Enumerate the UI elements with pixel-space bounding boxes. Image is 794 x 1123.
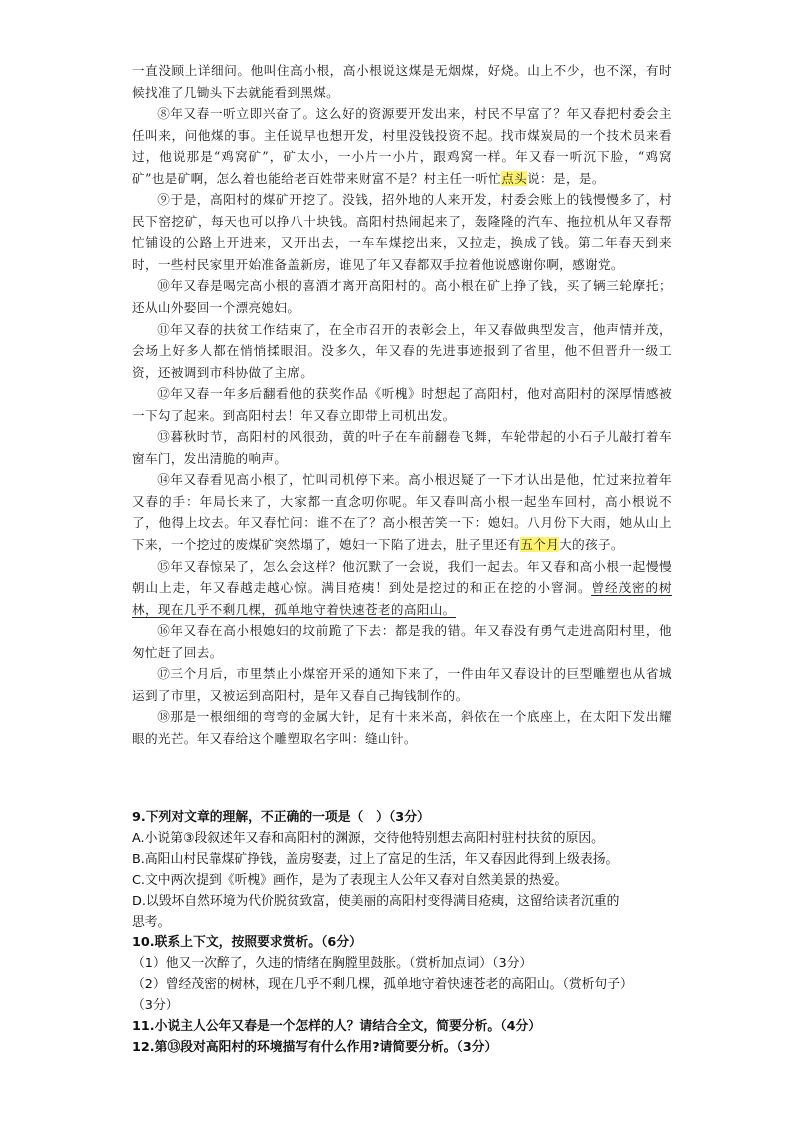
question-9-option-d-cont: 思考。 <box>132 914 171 930</box>
paragraph-9: ⑨于是，高阳村的煤矿开挖了。没钱，招外地的人来开发，村委会账上的钱慢慢多了，村民下窑挖矿，每天也可以挣八十块钱。高阳村热闹起来了，轰隆隆的汽车、拖拉机从年又春帮忙铺设的公路上开进来，又开出去，一车车煤挖出来，又拉走，换成了钱。第二年春天到来时，一些村民家里开始准备盖新房，谁见了年又春都双手拉着他说感谢你啊，感谢党。 <box>132 192 672 272</box>
p8-text: ⑧年又春一听立即兴奋了。这么好的资源要开发出来，村民不早富了？年又春把村委会主任叫来，问他煤的事。主任说早也想开发，村里没钱投资不起。找市煤炭局的一个技术员来看过，他说那是“鸡窝矿”，矿太小，一小片一小片，跟鸡窝一样。年又春一听沉下脸，“鸡窝矿”也是矿啊，怎么着也能给老百姓带来财富不是？村主任一听忙 <box>132 106 672 186</box>
paragraph-16: ⑯年又春在高小根媳妇的坟前跪了下去：都是我的错。年又春没有勇气走进高阳村里，他匆忙赶了回去。 <box>132 623 672 660</box>
highlighted-phrase: 五个月 <box>520 537 560 553</box>
paragraph-14 <box>132 469 672 555</box>
p15-text: ⑮年又春惊呆了，怎么会这样？他沉默了一会说，我们一起去。年又春和高小根一起慢慢朝山上走，年又春越走越心惊。满目疮痍！到处是挖过的和正在挖的小窨洞。 <box>132 558 672 596</box>
paragraph-15 <box>132 556 672 621</box>
story-body <box>132 60 672 750</box>
highlighted-phrase: 点头 <box>501 170 528 186</box>
p8-text-end: 说：是，是。 <box>527 170 605 186</box>
paragraph-13: ⑬暮秋时节，高阳村的风很劲，黄的叶子在车前翻卷飞舞，车轮带起的小石子儿敲打着车窗车门，发出清脆的响声。 <box>132 429 672 466</box>
question-9-title: 9.下列对文章的理解，不正确的一项是（ ）（3分） <box>132 810 430 825</box>
paragraph-12: ⑫年又春一年多后翻看他的获奖作品《听槐》时想起了高阳村，他对高阳村的深厚情感被一下勾了起来。到高阳村去！年又春立即带上司机出发。 <box>132 386 672 423</box>
underlined-sentence: 曾经茂密的树林，现在几乎不剩几棵，孤单地守着快速苍老的高阳山。 <box>132 580 672 617</box>
questions-section <box>132 808 677 1059</box>
question-9-option-c: C.文中两次提到《听槐》画作，是为了表现主人公年又春对自然美景的热爱。 <box>132 872 568 888</box>
question-9-option-a: A.小说第③段叙述年又春和高阳村的渊源，交待他特别想去高阳村驻村扶贫的原因。 <box>132 830 604 846</box>
p14-text-end: 大的孩子。 <box>559 537 624 553</box>
question-9-option-b: B.高阳山村民靠煤矿挣钱，盖房娶妻，过上了富足的生活，年又春因此得到上级表扬。 <box>132 851 619 867</box>
p14-text: ⑭年又春看见高小根了，忙叫司机停下来。高小根迟疑了一下才认出是他，忙过来拉着年又春的手：年局长来了，大家都一直念叨你呢。年又春叫高小根一起坐车回村，高小根说不了，他得上坟去。年又春忙问：谁不在了？高小根苦笑一下：媳妇。八月份下大雨，她从山上下来，一个挖过的废煤矿突然塌了，媳妇一下陷了进去，肚子里还有 <box>132 472 672 553</box>
question-11: 11.小说主人公年又春是一个怎样的人？请结合全文，简要分析。（4分） <box>132 1019 542 1035</box>
paragraph-17: ⑰三个月后，市里禁止小煤窑开采的通知下来了，一件由年又春设计的巨型雕塑也从省城运到了市里，又被运到高阳村，是年又春自己掏钱制作的。 <box>132 666 672 703</box>
question-10-part-2-score: （3分） <box>132 998 179 1014</box>
paragraph-intro: 一直没顾上详细问。他叫住高小根，高小根说这煤是无烟煤，好烧。山上不少，也不深，有时候找准了几锄头下去就能看到黑煤。 <box>132 63 672 100</box>
question-10-title: 10.联系上下文，按照要求赏析。（6分） <box>132 935 362 951</box>
question-9-option-d: D.以毁坏自然环境为代价脱贫致富，使美丽的高阳村变得满目疮痍，这留给读者沉重的 <box>132 893 620 909</box>
paragraph-8 <box>132 103 672 189</box>
question-12: 12.第⑬段对高阳村的环境描写有什么作用?请简要分析。（3分） <box>132 1039 498 1055</box>
paragraph-11: ⑪年又春的扶贫工作结束了，在全市召开的表彰会上，年又春做典型发言，他声情并茂，会场上好多人都在悄悄揉眼泪。没多久，年又春的先进事迹报到了省里，他不但晋升一级工资，还被调到市科协做了主席。 <box>132 321 672 380</box>
paragraph-18: ⑱那是一根细细的弯弯的金属大针，足有十来米高，斜依在一个底座上，在太阳下发出耀眼的光芒。年又春给这个雕塑取名字叫：缝山针。 <box>132 709 672 746</box>
paragraph-10: ⑩年又春是喝完高小根的喜酒才离开高阳村的。高小根在矿上挣了钱，买了辆三轮摩托；还从山外娶回一个漂亮媳妇。 <box>132 278 672 316</box>
question-10-part-1: （1）他又一次醉了，久违的情绪在胸膛里鼓胀。（赏析加点词）（3分） <box>132 956 533 972</box>
question-10-part-2: （2）曾经茂密的树林，现在几乎不剩几棵，孤单地守着快速苍老的高阳山。（赏析句子） <box>132 977 633 993</box>
